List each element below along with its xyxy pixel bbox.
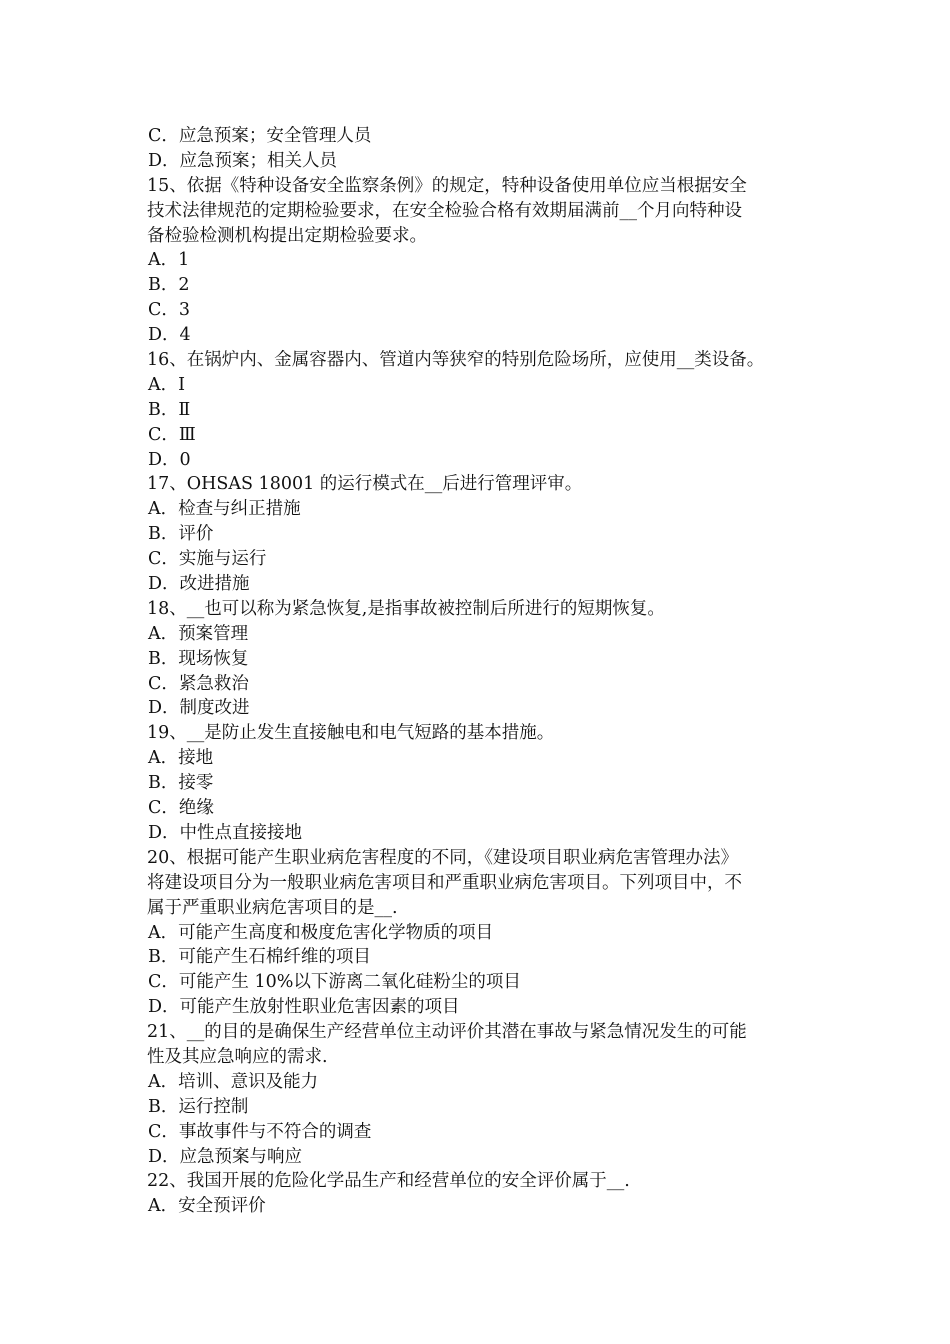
answer-option: B．2 <box>148 275 190 296</box>
question-text: 性及其应急响应的需求. <box>147 1046 328 1067</box>
answer-option: C．应急预案；安全管理人员 <box>148 126 372 146</box>
answer-option: C．3 <box>148 300 191 321</box>
question-text: 17、OHSAS 18001 的运行模式在__后进行管理评审。 <box>147 474 583 495</box>
document-body <box>147 124 815 1219</box>
answer-option: C．绝缘 <box>148 798 214 819</box>
answer-option: C．事故事件与不符合的调查 <box>148 1121 372 1142</box>
answer-option: A．培训、意识及能力 <box>148 1071 319 1092</box>
answer-option: C．紧急救治 <box>148 673 249 694</box>
answer-option: A．检查与纠正措施 <box>148 499 301 520</box>
question-text: 18、__也可以称为紧急恢复,是指事故被控制后所进行的短期恢复。 <box>147 598 665 619</box>
answer-option: B．运行控制 <box>148 1096 249 1117</box>
answer-option: D．可能产生放射性职业危害因素的项目 <box>148 997 460 1018</box>
answer-option: B．接零 <box>148 773 214 794</box>
answer-option: C．实施与运行 <box>148 549 267 570</box>
question-text: 将建设项目分为一般职业病危害项目和严重职业病危害项目。下列项目中，不 <box>147 872 742 893</box>
answer-option: D．制度改进 <box>148 698 250 719</box>
answer-option: D．改进措施 <box>148 574 250 595</box>
answer-option: A．Ⅰ <box>148 374 186 395</box>
answer-option: A．接地 <box>148 748 214 769</box>
answer-option: C．Ⅲ <box>148 424 196 445</box>
question-text: 15、依据《特种设备安全监察条例》的规定，特种设备使用单位应当根据安全 <box>147 175 747 196</box>
answer-option: D．应急预案与响应 <box>148 1146 303 1167</box>
answer-option: D．应急预案；相关人员 <box>148 150 338 171</box>
answer-option: A．预案管理 <box>148 623 249 644</box>
answer-option: A．可能产生高度和极度危害化学物质的项目 <box>148 922 494 943</box>
answer-option: C．可能产生 10%以下游离二氧化硅粉尘的项目 <box>148 972 521 993</box>
answer-option: D．中性点直接接地 <box>148 822 303 843</box>
answer-option: A．1 <box>148 250 190 271</box>
answer-option: B．Ⅱ <box>148 399 191 420</box>
question-text: 技术法律规范的定期检验要求，在安全检验合格有效期届满前__个月向特种设 <box>147 200 742 221</box>
question-text: 22、我国开展的危险化学品生产和经营单位的安全评价属于__. <box>147 1171 630 1192</box>
answer-option: D．4 <box>148 325 191 346</box>
answer-option: B．评价 <box>148 524 214 545</box>
answer-option: B．可能产生石棉纤维的项目 <box>148 947 371 968</box>
question-text: 20、根据可能产生职业病危害程度的不同，《建设项目职业病危害管理办法》 <box>147 847 739 868</box>
question-text: 21、__的目的是确保生产经营单位主动评价其潜在事故与紧急情况发生的可能 <box>147 1022 747 1043</box>
answer-option: B．现场恢复 <box>148 648 249 669</box>
question-text: 备检验检测机构提出定期检验要求。 <box>147 225 427 246</box>
answer-option: A．安全预评价 <box>148 1196 266 1217</box>
answer-option: D．0 <box>148 449 191 470</box>
question-text: 属于严重职业病危害项目的是__. <box>147 897 398 918</box>
question-text: 19、__是防止发生直接触电和电气短路的基本措施。 <box>147 723 555 744</box>
question-text: 16、在锅炉内、金属容器内、管道内等狭窄的特别危险场所，应使用__类设备。 <box>147 350 765 371</box>
